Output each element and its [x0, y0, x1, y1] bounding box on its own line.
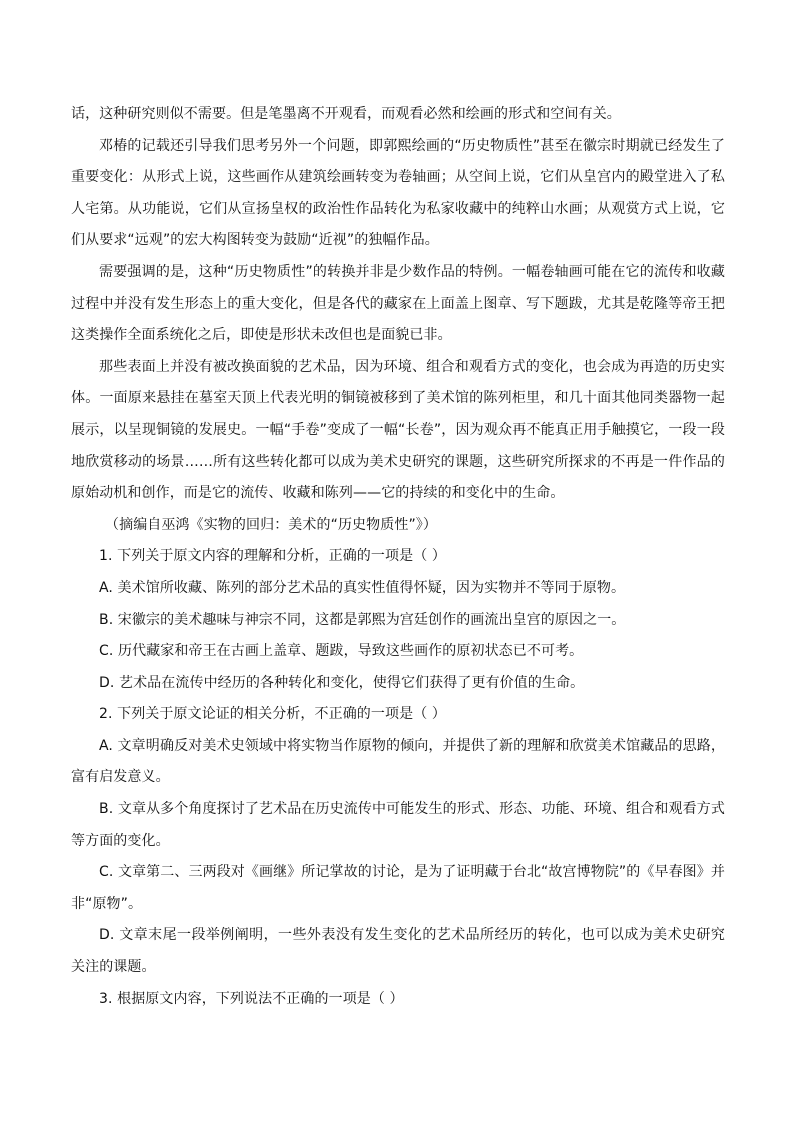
paragraph-deng-chun: 邓椿的记载还引导我们思考另外一个问题，即郭熙绘画的“历史物质性”甚至在徽宗时期就已经发生了重要变化：从形式上说，这些画作从建筑绘画转变为卷轴画；从空间上说，它们从皇宫内的殿堂进入了私人宅第。从功能说，它们从宣扬皇权的政治性作品转化为私家收藏中的纯粹山水画；从观赏方式上说，它们从要求“远观”的宏大构图转变为鼓励“近视”的独幅作品。	[71, 137, 725, 249]
document-content	[71, 99, 725, 1015]
question-2-stem: 2. 下列关于原文论证的相关分析，不正确的一项是（ ）	[99, 706, 446, 723]
question-1-option-c: C. 历代藏家和帝王在古画上盖章、题跋，导致这些画作的原初状态已不可考。	[99, 643, 584, 660]
question-2-option-c: C. 文章第二、三两段对《画继》所记掌故的讨论，是为了证明藏于台北“故宫博物院”的《早春图》并非“原物”。	[71, 864, 725, 912]
question-1-option-d: D. 艺术品在流传中经历的各种转化和变化，使得它们获得了更有价值的生命。	[99, 674, 585, 691]
paragraph-continuation: 话，这种研究则似不需要。但是笔墨离不开观看，而观看必然和绘画的形式和空间有关。	[71, 106, 621, 122]
source-note: （摘编自巫鸿《实物的回归：美术的“历史物质性”》）	[105, 516, 438, 533]
paragraph-artworks: 那些表面上并没有被改换面貌的艺术品，因为环境、组合和观看方式的变化，也会成为再造的历史实体。一面原来悬挂在墓室天顶上代表光明的铜镜被移到了美术馆的陈列柜里，和几十面其他同类器物一起展示，以呈现铜镜的发展史。一幅“手卷”变成了一幅“长卷”，因为观众再不能真正用手触摸它，一段一段地欣赏移动的场景……所有这些转化都可以成为美术史研究的课题，这些研究所探求的不再是一件作品的原始动机和创作，而是它的流传、收藏和陈列——它的持续的和变化中的生命。	[71, 358, 725, 502]
question-1-option-b: B. 宋徽宗的美术趣味与神宗不同，这都是郭熙为宫廷创作的画流出皇宫的原因之一。	[99, 611, 626, 628]
question-1-stem: 1. 下列关于原文内容的理解和分析，正确的一项是（ ）	[99, 548, 446, 565]
question-2-option-b: B. 文章从多个角度探讨了艺术品在历史流传中可能发生的形式、形态、功能、环境、组合和观看方式等方面的变化。	[71, 801, 725, 849]
question-2-option-a: A. 文章明确反对美术史领域中将实物当作原物的倾向，并提供了新的理解和欣赏美术馆藏品的思路，富有启发意义。	[71, 737, 725, 786]
question-1-option-a: A. 美术馆所收藏、陈列的部分艺术品的真实性值得怀疑，因为实物并不等同于原物。	[99, 579, 626, 596]
paragraph-emphasis: 需要强调的是，这种“历史物质性”的转换并非是少数作品的特例。一幅卷轴画可能在它的流传和收藏过程中并没有发生形态上的重大变化，但是各代的藏家在上面盖上图章、写下题跋，尤其是乾隆等帝王把这类操作全面系统化之后，即使是形状未改但也是面貌已非。	[71, 263, 725, 344]
question-3-stem: 3. 根据原文内容，下列说法不正确的一项是（ ）	[99, 990, 404, 1007]
question-2-option-d: D. 文章末尾一段举例阐明，一些外表没有发生变化的艺术品所经历的转化，也可以成为美术史研究关注的课题。	[71, 927, 725, 976]
